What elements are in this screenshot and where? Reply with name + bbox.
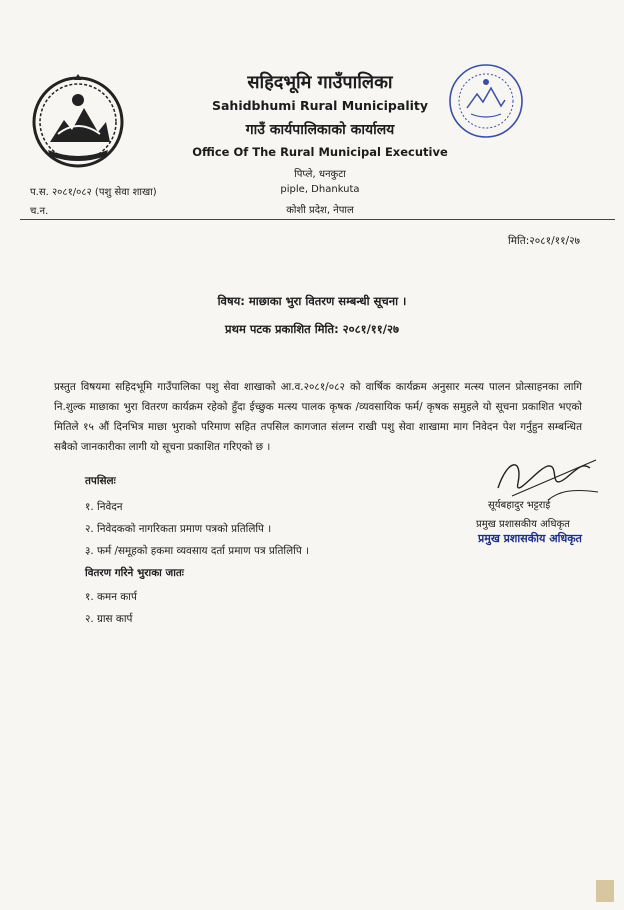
signatory-stamp: प्रमुख प्रशासकीय अधिकृत (478, 532, 582, 545)
reference-number: प.स. २०८१/०८२ (पशु सेवा शाखा) (30, 187, 157, 198)
notice-subject: विषय: माछाका भुरा वितरण सम्बन्धी सूचना । (217, 294, 407, 308)
issue-date: मिति:२०८१/११/२७ (508, 235, 580, 247)
details-item: १. निवेदन (85, 501, 123, 513)
address-en: piple, Dhankuta (280, 184, 360, 195)
office-name-np: गाउँ कार्यपालिकाको कार्यालय (245, 122, 395, 138)
header-divider (20, 219, 615, 220)
municipality-name-np: सहिदभूमि गाउँपालिका (247, 72, 393, 93)
signatory-title: प्रमुख प्रशासकीय अधिकृत (476, 519, 570, 530)
address-np: पिप्ले, धनकुटा (294, 169, 346, 180)
dispatch-number: च.न. (30, 206, 49, 217)
details-heading: तपसिलः (85, 475, 116, 487)
paper-corner-mark (596, 880, 614, 902)
details-item: ३. फर्म /समूहको हकमा व्यवसाय दर्ता प्रमाण पत्र प्रतिलिपि । (85, 545, 309, 557)
nepal-emblem-icon (28, 70, 128, 170)
first-published-date: प्रथम पटक प्रकाशित मिति: २०८१/११/२७ (225, 322, 399, 336)
varieties-heading: वितरण गरिने भुराका जातः (85, 567, 184, 579)
notice-body: प्रस्तुत विषयमा सहिदभूमि गाउँपालिका पशु सेवा शाखाको आ.व.२०८१/०८२ को वार्षिक कार्यक्रम अनुसार मत्स्य पालन प्रोत्साहनका लागि नि.शुल्क माछाका भुरा वितरण कार्यक्रम रहेको हुँदा ईच्छुक मत्स्य पालक कृषक /व्यवसायिक फर्म/ कृषक समुहले यो सूचना प्रकाशित भएको मितिले १५ औं दिनभित्र माछा भुराको परिमाण सहित तपसिल कागजात संलग्न राखी पशु सेवा शाखामा माग निवेदन पेश गर्नुहुन सम्बन्धित सबैको जानकारीका लागी यो सूचना प्रकाशित गरिएको छ । (54, 381, 582, 453)
municipality-name-en: Sahidbhumi Rural Municipality (211, 98, 429, 113)
variety-item: २. ग्रास कार्प (85, 613, 133, 625)
signatory-name: सूर्यबहादुर भट्टराई (488, 500, 551, 511)
details-item: २. निवेदकको नागरिकता प्रमाण पत्रको प्रतिलिपि । (85, 523, 272, 535)
office-name-en: Office Of The Rural Municipal Executive (192, 145, 448, 159)
variety-item: १. कमन कार्प (85, 591, 137, 603)
province-np: कोशी प्रदेश, नेपाल (286, 205, 354, 216)
